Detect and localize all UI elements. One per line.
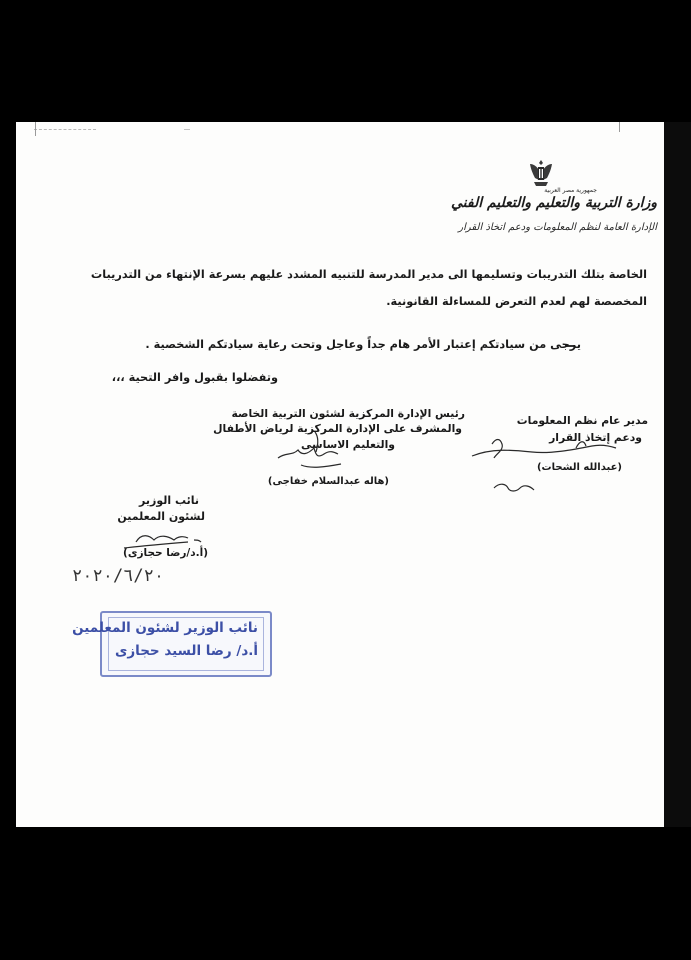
left-signature-scribble — [278, 432, 341, 467]
body-paragraph-line-1: الخاصة بتلك التدريبات وتسليمها الى مدير المدرسة للتنبيه المشدد عليهم بسرعة الإنتهاء من التدريبات — [90, 268, 647, 281]
body-paragraph-line-2: المخصصة لهم لعدم التعرض للمساءلة القانونية. — [386, 295, 647, 308]
handwritten-signatures — [16, 122, 664, 827]
official-stamp — [72, 611, 272, 677]
republic-label: جمهورية مصر العربية — [544, 187, 597, 194]
right-signature-scribble — [472, 440, 616, 492]
closing-greeting: وتفضلوا بقبول وافر التحية ،،، — [111, 371, 278, 384]
left-signatory-title-3: والتعليم الاساسى — [301, 438, 395, 451]
page-edge-shadow — [664, 122, 691, 827]
left-signatory-title-1: رئيس الإدارة المركزية لشئون التربية الخاصة — [231, 407, 465, 420]
right-signatory-title-1: مدير عام نظم المعلومات — [516, 414, 648, 427]
ministry-name: وزارة التربية والتعليم والتعليم الفني — [450, 195, 657, 211]
right-signatory-name: (عبدالله الشحات) — [536, 462, 622, 473]
bullet-text: يرجى من سيادتكم إعتبار الأمر هام جداً وعاجل وتحت رعاية سيادتكم الشخصية . — [145, 338, 581, 351]
letter-page — [16, 122, 664, 827]
deputy-signature-scribble — [124, 536, 201, 548]
deputy-name: (أ.د/رضا حجازى) — [123, 547, 208, 559]
deputy-title-1: نائب الوزير — [139, 494, 199, 507]
deputy-title-2: لشئون المعلمين — [117, 510, 205, 523]
stamp-line-1: نائب الوزير لشئون المعلمين — [72, 620, 258, 636]
right-signatory-title-2: ودعم إتخاذ القرار — [549, 431, 642, 444]
left-signatory-title-2: والمشرف على الإدارة المركزية لرياض الأطفال — [213, 422, 462, 435]
handwritten-date: ٢٠٢٠/٦/٢٠ — [72, 566, 165, 586]
left-signatory-name: (هاله عبدالسلام خفاجى) — [267, 476, 389, 487]
stamp-line-2: أ.د/ رضا السيد حجازى — [114, 643, 258, 659]
department-name: الإدارة العامة لنظم المعلومات ودعم اتخاذ القرار — [458, 222, 657, 233]
